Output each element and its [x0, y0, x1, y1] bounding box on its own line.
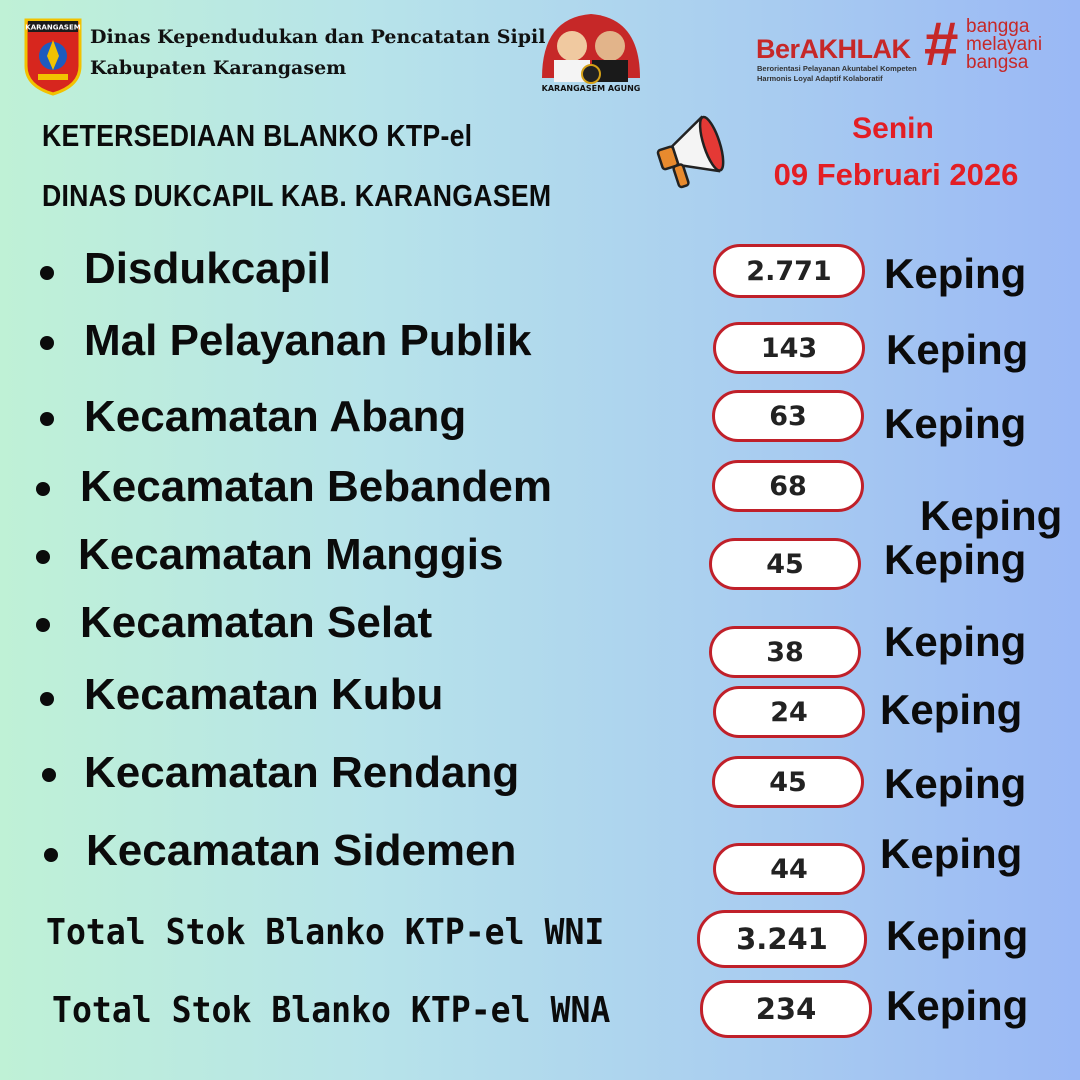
- berakhlak-values-line-2: Harmonis Loyal Adaptif Kolaboratif: [757, 74, 883, 83]
- bullet-icon: [42, 768, 56, 782]
- unit-label: Keping: [880, 830, 1023, 877]
- org-line-2: Kabupaten Karangasem: [90, 57, 347, 79]
- karangasem-logo: [22, 16, 84, 96]
- title-line-1: KETERSEDIAAN BLANKO KTP-el: [42, 118, 473, 153]
- bangga-line-3: bangsa: [966, 52, 1029, 73]
- unit-label: Keping: [884, 400, 1027, 447]
- unit-label: Keping: [920, 492, 1063, 539]
- stock-value-pill: 68: [712, 460, 864, 512]
- stock-value-pill: 63: [712, 390, 864, 442]
- stock-value-pill: 45: [712, 756, 864, 808]
- unit-label: Keping: [886, 982, 1029, 1029]
- unit-label: Keping: [884, 250, 1027, 297]
- stock-value-pill: 24: [713, 686, 865, 738]
- location-name: Kecamatan Bebandem: [80, 462, 552, 511]
- unit-label: Keping: [884, 536, 1027, 583]
- bullet-icon: [36, 618, 50, 632]
- unit-label: Keping: [886, 912, 1029, 959]
- report-date: 09 Februari 2026: [773, 157, 1019, 192]
- bullet-icon: [40, 336, 54, 350]
- unit-label: Keping: [886, 326, 1029, 373]
- stock-value-pill: 2.771: [713, 244, 865, 298]
- bullet-icon: [40, 266, 54, 280]
- location-name: Kecamatan Kubu: [84, 670, 444, 719]
- org-line-1: Dinas Kependudukan dan Pencatatan Sipil: [90, 26, 546, 48]
- megaphone-icon: [650, 106, 734, 190]
- bangga-line-1: bangga: [966, 16, 1030, 37]
- total-wna-label: Total Stok Blanko KTP-el WNA: [52, 990, 611, 1031]
- location-name: Kecamatan Manggis: [78, 530, 504, 579]
- stock-value-pill: 38: [709, 626, 861, 678]
- total-wni-label: Total Stok Blanko KTP-el WNI: [46, 912, 605, 953]
- bangga-line-2: melayani: [966, 34, 1043, 55]
- location-name: Kecamatan Sidemen: [86, 826, 517, 875]
- unit-label: Keping: [884, 760, 1027, 807]
- location-name: Disdukcapil: [84, 244, 331, 293]
- berakhlak-values: [757, 64, 917, 84]
- logo-label: KARANGASEM: [25, 23, 81, 32]
- bullet-icon: [40, 412, 54, 426]
- location-name: Kecamatan Rendang: [84, 748, 520, 797]
- unit-label: Keping: [884, 618, 1027, 665]
- report-day: Senin: [852, 112, 934, 145]
- berakhlak-brand: BerAKHLAK: [756, 34, 911, 64]
- location-name: Kecamatan Abang: [84, 392, 467, 441]
- bullet-icon: [40, 692, 54, 706]
- title-line-2: DINAS DUKCAPIL KAB. KARANGASEM: [42, 178, 552, 213]
- bullet-icon: [36, 482, 50, 496]
- stock-value-pill: 143: [713, 322, 865, 374]
- unit-label: Keping: [880, 686, 1023, 733]
- bangga-melayani-bangsa: [966, 18, 1042, 72]
- location-name: Kecamatan Selat: [80, 598, 433, 647]
- hashtag-icon: #: [924, 10, 959, 79]
- stock-value-pill: 44: [713, 843, 865, 895]
- organization-name: [90, 22, 545, 84]
- bullet-icon: [44, 848, 58, 862]
- total-wna-pill: 234: [700, 980, 872, 1038]
- location-name: Mal Pelayanan Publik: [84, 316, 532, 365]
- berakhlak-values-line-1: Berorientasi Pelayanan Akuntabel Kompeten: [757, 64, 917, 73]
- stock-value-pill: 45: [709, 538, 861, 590]
- bullet-icon: [36, 550, 50, 564]
- campaign-caption: KARANGASEM AGUNG: [541, 84, 641, 93]
- total-wni-pill: 3.241: [697, 910, 867, 968]
